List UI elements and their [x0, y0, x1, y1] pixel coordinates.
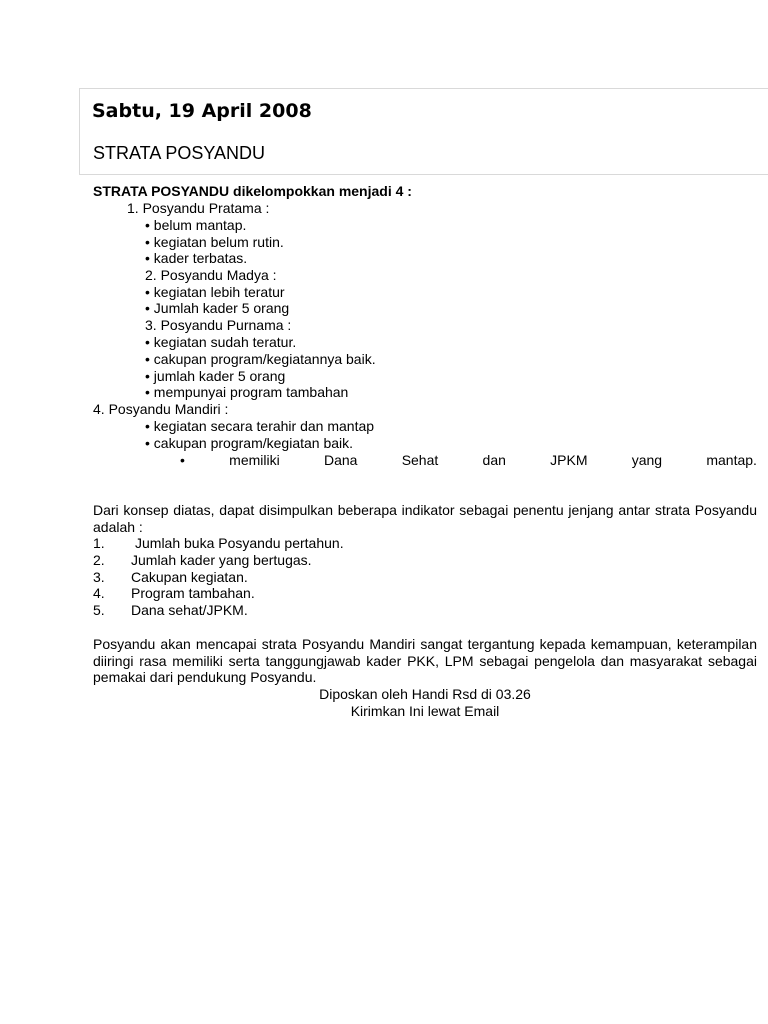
- indicator-text: Program tambahan.: [131, 585, 255, 601]
- conclusion-paragraph: Dari konsep diatas, dapat disimpulkan beberapa indikator sebagai penentu jenjang antar strata Posyandu adalah :: [93, 502, 757, 535]
- list-item: • cakupan program/kegiatan baik.: [145, 435, 354, 451]
- word: Sehat: [401, 452, 439, 468]
- indicator-text: Jumlah kader yang bertugas.: [131, 552, 312, 568]
- indicator-number: 1.: [93, 535, 105, 551]
- indicator-text: Dana sehat/JPKM.: [131, 602, 248, 618]
- indicator-text: Cakupan kegiatan.: [131, 569, 248, 585]
- email-post-link[interactable]: Kirimkan Ini lewat Email: [350, 703, 500, 719]
- word: yang: [631, 452, 663, 468]
- indicator-number: 2.: [93, 552, 105, 568]
- strata-pratama: 1. Posyandu Pratama :: [127, 200, 270, 216]
- indicator-number: 3.: [93, 569, 105, 585]
- strata-madya: 2. Posyandu Madya :: [145, 267, 277, 283]
- post-footer-author[interactable]: Diposkan oleh Handi Rsd di 03.26: [319, 686, 531, 702]
- list-item: • jumlah kader 5 orang: [145, 368, 286, 384]
- list-item: • Jumlah kader 5 orang: [145, 300, 290, 316]
- bullet: •: [180, 452, 185, 468]
- list-item: • kegiatan belum rutin.: [145, 234, 284, 250]
- list-item: • cakupan program/kegiatannya baik.: [145, 351, 376, 367]
- word: JPKM: [550, 452, 588, 468]
- list-item: • belum mantap.: [145, 217, 247, 233]
- list-item: • mempunyai program tambahan: [145, 384, 349, 400]
- word: mantap.: [706, 452, 757, 468]
- word: dan: [482, 452, 506, 468]
- list-item: • kegiatan lebih teratur: [145, 284, 285, 300]
- indicator-number: 5.: [93, 602, 105, 618]
- closing-paragraph: Posyandu akan mencapai strata Posyandu Mandiri sangat tergantung kepada kemampuan, keterampilan diiringi rasa memiliki serta tanggungjawab kader PKK, LPM sebagai pengelola dan masyarakat sebagai pemakai dari pendukung Posyandu.: [93, 636, 757, 686]
- list-item: • kegiatan secara terahir dan mantap: [145, 418, 375, 434]
- list-item: • kegiatan sudah teratur.: [145, 334, 297, 350]
- word: memiliki: [229, 452, 280, 468]
- strata-mandiri: 4. Posyandu Mandiri :: [93, 401, 229, 417]
- indicator-number: 4.: [93, 585, 105, 601]
- justified-list-item: [180, 452, 757, 469]
- indicator-text: Jumlah buka Posyandu pertahun.: [135, 535, 344, 551]
- post-title[interactable]: STRATA POSYANDU: [93, 143, 266, 163]
- intro-heading: STRATA POSYANDU dikelompokkan menjadi 4 :: [93, 183, 412, 199]
- word: Dana: [323, 452, 358, 468]
- post-date: Sabtu, 19 April 2008: [92, 100, 312, 122]
- list-item: • kader terbatas.: [145, 250, 248, 266]
- strata-purnama: 3. Posyandu Purnama :: [145, 317, 292, 333]
